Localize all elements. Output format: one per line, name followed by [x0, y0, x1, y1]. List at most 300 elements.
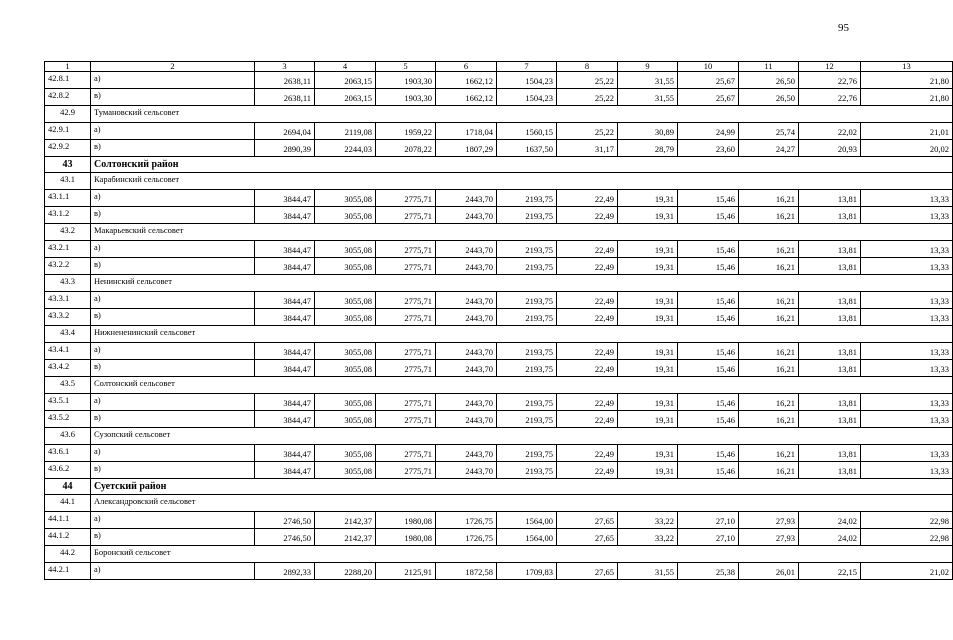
cell-value: 22,49	[557, 190, 618, 207]
cell-value: 19,31	[618, 190, 678, 207]
cell-value: 2775,71	[376, 309, 436, 326]
cell-value: 23,60	[678, 140, 739, 157]
cell-value: 3844,47	[255, 292, 315, 309]
cell-value: 2443,70	[436, 462, 497, 479]
cell-value: 21,01	[861, 123, 953, 140]
row-code: 44.1.1	[45, 512, 91, 529]
row-label: в)	[91, 140, 255, 157]
cell-value: 33,22	[618, 512, 678, 529]
cell-value: 31,55	[618, 89, 678, 106]
cell-value: 13,81	[799, 241, 861, 258]
row-title: Карабинский сельсовет	[91, 173, 953, 190]
cell-value: 16,21	[739, 207, 799, 224]
subgroup-row	[45, 106, 953, 123]
cell-value: 15,46	[678, 445, 739, 462]
cell-value: 3055,08	[315, 394, 376, 411]
cell-value: 2443,70	[436, 207, 497, 224]
cell-value: 26,50	[739, 89, 799, 106]
row-title: Солтонский сельсовет	[91, 377, 953, 394]
cell-value: 2193,75	[497, 343, 557, 360]
cell-value: 22,49	[557, 207, 618, 224]
cell-value: 13,81	[799, 309, 861, 326]
row-label: а)	[91, 445, 255, 462]
cell-value: 25,38	[678, 563, 739, 580]
cell-value: 1709,83	[497, 563, 557, 580]
cell-value: 1980,08	[376, 512, 436, 529]
cell-value: 16,21	[739, 343, 799, 360]
row-title: Александровский сельсовет	[91, 495, 953, 512]
table-row	[45, 512, 953, 529]
cell-value: 2142,37	[315, 512, 376, 529]
row-code: 43.3.1	[45, 292, 91, 309]
cell-value: 16,21	[739, 309, 799, 326]
cell-value: 22,49	[557, 462, 618, 479]
row-code: 44	[45, 479, 91, 495]
cell-value: 24,02	[799, 529, 861, 546]
cell-value: 31,17	[557, 140, 618, 157]
cell-value: 2443,70	[436, 343, 497, 360]
district-row	[45, 157, 953, 173]
cell-value: 1959,22	[376, 123, 436, 140]
cell-value: 13,33	[861, 292, 953, 309]
table-row	[45, 309, 953, 326]
column-header: 12	[799, 62, 861, 72]
table-row	[45, 563, 953, 580]
cell-value: 3055,08	[315, 190, 376, 207]
cell-value: 2775,71	[376, 190, 436, 207]
cell-value: 15,46	[678, 258, 739, 275]
column-header: 8	[557, 62, 618, 72]
cell-value: 3055,08	[315, 309, 376, 326]
row-code: 42.9.1	[45, 123, 91, 140]
cell-value: 31,55	[618, 563, 678, 580]
table-row	[45, 207, 953, 224]
row-code: 42.8.1	[45, 72, 91, 89]
table-row	[45, 394, 953, 411]
row-label: а)	[91, 241, 255, 258]
cell-value: 15,46	[678, 190, 739, 207]
table-row	[45, 258, 953, 275]
cell-value: 1718,04	[436, 123, 497, 140]
cell-value: 19,31	[618, 411, 678, 428]
row-code: 43.6	[45, 428, 91, 445]
cell-value: 13,81	[799, 292, 861, 309]
cell-value: 1504,23	[497, 89, 557, 106]
row-label: в)	[91, 462, 255, 479]
cell-value: 16,21	[739, 445, 799, 462]
cell-value: 2119,08	[315, 123, 376, 140]
cell-value: 1662,12	[436, 89, 497, 106]
cell-value: 25,74	[739, 123, 799, 140]
cell-value: 22,02	[799, 123, 861, 140]
cell-value: 2775,71	[376, 411, 436, 428]
cell-value: 2746,50	[255, 529, 315, 546]
cell-value: 28,79	[618, 140, 678, 157]
cell-value: 2443,70	[436, 241, 497, 258]
cell-value: 13,33	[861, 360, 953, 377]
row-label: а)	[91, 190, 255, 207]
row-code: 44.1.2	[45, 529, 91, 546]
cell-value: 16,21	[739, 258, 799, 275]
row-label: в)	[91, 309, 255, 326]
cell-value: 3055,08	[315, 343, 376, 360]
cell-value: 1560,15	[497, 123, 557, 140]
cell-value: 19,31	[618, 462, 678, 479]
cell-value: 24,99	[678, 123, 739, 140]
page-number: 95	[838, 22, 849, 34]
cell-value: 2193,75	[497, 445, 557, 462]
cell-value: 3055,08	[315, 258, 376, 275]
cell-value: 21,80	[861, 89, 953, 106]
cell-value: 16,21	[739, 190, 799, 207]
row-title: Сузопский сельсовет	[91, 428, 953, 445]
row-label: в)	[91, 529, 255, 546]
cell-value: 3055,08	[315, 207, 376, 224]
row-code: 43.4.1	[45, 343, 91, 360]
cell-value: 27,65	[557, 512, 618, 529]
cell-value: 27,65	[557, 529, 618, 546]
cell-value: 25,22	[557, 123, 618, 140]
cell-value: 1726,75	[436, 529, 497, 546]
cell-value: 25,67	[678, 89, 739, 106]
row-code: 43.5.1	[45, 394, 91, 411]
cell-value: 3844,47	[255, 462, 315, 479]
cell-value: 25,67	[678, 72, 739, 89]
subgroup-row	[45, 377, 953, 394]
cell-value: 3844,47	[255, 394, 315, 411]
column-header: 10	[678, 62, 739, 72]
cell-value: 13,33	[861, 462, 953, 479]
cell-value: 13,33	[861, 241, 953, 258]
cell-value: 2443,70	[436, 190, 497, 207]
column-header: 3	[255, 62, 315, 72]
cell-value: 1980,08	[376, 529, 436, 546]
row-label: в)	[91, 207, 255, 224]
cell-value: 2443,70	[436, 411, 497, 428]
row-title: Солтонский район	[91, 157, 953, 173]
cell-value: 1807,29	[436, 140, 497, 157]
cell-value: 25,22	[557, 72, 618, 89]
row-label: а)	[91, 512, 255, 529]
column-header: 1	[45, 62, 91, 72]
cell-value: 22,98	[861, 512, 953, 529]
cell-value: 1637,50	[497, 140, 557, 157]
column-header: 4	[315, 62, 376, 72]
row-label: а)	[91, 72, 255, 89]
column-header: 9	[618, 62, 678, 72]
cell-value: 19,31	[618, 360, 678, 377]
cell-value: 3844,47	[255, 360, 315, 377]
cell-value: 13,33	[861, 411, 953, 428]
cell-value: 2193,75	[497, 309, 557, 326]
cell-value: 2775,71	[376, 462, 436, 479]
cell-value: 3055,08	[315, 462, 376, 479]
table-row	[45, 445, 953, 462]
cell-value: 26,50	[739, 72, 799, 89]
row-title: Тумановский сельсовет	[91, 106, 953, 123]
subgroup-row	[45, 224, 953, 241]
cell-value: 13,81	[799, 445, 861, 462]
cell-value: 1662,12	[436, 72, 497, 89]
column-header: 11	[739, 62, 799, 72]
table-row	[45, 462, 953, 479]
cell-value: 2638,11	[255, 89, 315, 106]
cell-value: 27,93	[739, 529, 799, 546]
cell-value: 19,31	[618, 207, 678, 224]
row-code: 43.1.2	[45, 207, 91, 224]
row-label: а)	[91, 343, 255, 360]
table-row	[45, 292, 953, 309]
cell-value: 24,02	[799, 512, 861, 529]
cell-value: 22,49	[557, 411, 618, 428]
cell-value: 13,81	[799, 394, 861, 411]
row-code: 43.4	[45, 326, 91, 343]
cell-value: 2638,11	[255, 72, 315, 89]
cell-value: 22,49	[557, 258, 618, 275]
subgroup-row	[45, 275, 953, 292]
cell-value: 27,10	[678, 529, 739, 546]
cell-value: 1726,75	[436, 512, 497, 529]
cell-value: 2775,71	[376, 394, 436, 411]
cell-value: 1903,30	[376, 72, 436, 89]
cell-value: 3055,08	[315, 411, 376, 428]
cell-value: 19,31	[618, 394, 678, 411]
cell-value: 3844,47	[255, 343, 315, 360]
cell-value: 20,93	[799, 140, 861, 157]
row-code: 44.1	[45, 495, 91, 512]
table-row	[45, 241, 953, 258]
cell-value: 13,33	[861, 309, 953, 326]
row-title: Макарьевский сельсовет	[91, 224, 953, 241]
table-row	[45, 140, 953, 157]
cell-value: 3055,08	[315, 292, 376, 309]
cell-value: 2892,33	[255, 563, 315, 580]
cell-value: 13,33	[861, 258, 953, 275]
row-code: 44.2	[45, 546, 91, 563]
cell-value: 22,49	[557, 360, 618, 377]
cell-value: 25,22	[557, 89, 618, 106]
row-code: 44.2.1	[45, 563, 91, 580]
cell-value: 2443,70	[436, 292, 497, 309]
cell-value: 21,80	[861, 72, 953, 89]
table-row	[45, 411, 953, 428]
cell-value: 2142,37	[315, 529, 376, 546]
row-code: 43.6.2	[45, 462, 91, 479]
cell-value: 2193,75	[497, 462, 557, 479]
cell-value: 13,33	[861, 190, 953, 207]
row-code: 43.3.2	[45, 309, 91, 326]
cell-value: 22,49	[557, 292, 618, 309]
cell-value: 1564,00	[497, 512, 557, 529]
cell-value: 3055,08	[315, 360, 376, 377]
cell-value: 22,15	[799, 563, 861, 580]
cell-value: 27,65	[557, 563, 618, 580]
cell-value: 3055,08	[315, 445, 376, 462]
cell-value: 15,46	[678, 411, 739, 428]
row-label: а)	[91, 292, 255, 309]
table-row	[45, 190, 953, 207]
cell-value: 2775,71	[376, 258, 436, 275]
cell-value: 3844,47	[255, 241, 315, 258]
cell-value: 3844,47	[255, 309, 315, 326]
row-code: 43.5	[45, 377, 91, 394]
cell-value: 2063,15	[315, 72, 376, 89]
cell-value: 2775,71	[376, 207, 436, 224]
header-row	[45, 62, 953, 72]
cell-value: 2193,75	[497, 394, 557, 411]
cell-value: 16,21	[739, 411, 799, 428]
cell-value: 13,81	[799, 190, 861, 207]
row-code: 42.9	[45, 106, 91, 123]
table-row	[45, 360, 953, 377]
table-row	[45, 72, 953, 89]
table-row	[45, 123, 953, 140]
row-title: Суетский район	[91, 479, 953, 495]
cell-value: 3844,47	[255, 258, 315, 275]
cell-value: 2288,20	[315, 563, 376, 580]
cell-value: 19,31	[618, 445, 678, 462]
cell-value: 2746,50	[255, 512, 315, 529]
cell-value: 13,81	[799, 462, 861, 479]
cell-value: 2775,71	[376, 292, 436, 309]
cell-value: 22,76	[799, 72, 861, 89]
cell-value: 2890,39	[255, 140, 315, 157]
subgroup-row	[45, 428, 953, 445]
table-row	[45, 343, 953, 360]
cell-value: 2775,71	[376, 445, 436, 462]
cell-value: 3844,47	[255, 190, 315, 207]
cell-value: 2694,04	[255, 123, 315, 140]
cell-value: 2125,91	[376, 563, 436, 580]
cell-value: 22,49	[557, 394, 618, 411]
cell-value: 33,22	[618, 529, 678, 546]
subgroup-row	[45, 326, 953, 343]
cell-value: 19,31	[618, 258, 678, 275]
cell-value: 15,46	[678, 360, 739, 377]
cell-value: 2193,75	[497, 207, 557, 224]
cell-value: 15,46	[678, 207, 739, 224]
cell-value: 2443,70	[436, 445, 497, 462]
row-code: 43.3	[45, 275, 91, 292]
cell-value: 22,49	[557, 343, 618, 360]
cell-value: 15,46	[678, 394, 739, 411]
cell-value: 22,98	[861, 529, 953, 546]
row-code: 43.6.1	[45, 445, 91, 462]
cell-value: 1903,30	[376, 89, 436, 106]
row-code: 43.4.2	[45, 360, 91, 377]
row-code: 43.2.2	[45, 258, 91, 275]
cell-value: 15,46	[678, 309, 739, 326]
cell-value: 15,46	[678, 292, 739, 309]
cell-value: 15,46	[678, 343, 739, 360]
cell-value: 16,21	[739, 462, 799, 479]
cell-value: 3844,47	[255, 411, 315, 428]
cell-value: 13,81	[799, 343, 861, 360]
cell-value: 24,27	[739, 140, 799, 157]
cell-value: 22,49	[557, 309, 618, 326]
cell-value: 27,93	[739, 512, 799, 529]
cell-value: 2443,70	[436, 394, 497, 411]
cell-value: 1872,58	[436, 563, 497, 580]
cell-value: 15,46	[678, 462, 739, 479]
cell-value: 2078,22	[376, 140, 436, 157]
column-header: 13	[861, 62, 953, 72]
cell-value: 27,10	[678, 512, 739, 529]
cell-value: 13,81	[799, 360, 861, 377]
cell-value: 2193,75	[497, 292, 557, 309]
cell-value: 1564,00	[497, 529, 557, 546]
cell-value: 2775,71	[376, 241, 436, 258]
cell-value: 3844,47	[255, 207, 315, 224]
cell-value: 22,49	[557, 445, 618, 462]
row-code: 42.8.2	[45, 89, 91, 106]
subgroup-row	[45, 173, 953, 190]
cell-value: 2443,70	[436, 309, 497, 326]
cell-value: 13,81	[799, 258, 861, 275]
row-code: 43.2.1	[45, 241, 91, 258]
row-code: 43.1.1	[45, 190, 91, 207]
cell-value: 2193,75	[497, 411, 557, 428]
cell-value: 1504,23	[497, 72, 557, 89]
row-title: Боронский сельсовет	[91, 546, 953, 563]
row-code: 43.5.2	[45, 411, 91, 428]
table-row	[45, 529, 953, 546]
cell-value: 13,33	[861, 394, 953, 411]
data-table	[44, 61, 953, 580]
row-code: 42.9.2	[45, 140, 91, 157]
table-row	[45, 89, 953, 106]
cell-value: 13,81	[799, 207, 861, 224]
column-header: 5	[376, 62, 436, 72]
district-row	[45, 479, 953, 495]
cell-value: 2443,70	[436, 258, 497, 275]
row-label: а)	[91, 563, 255, 580]
cell-value: 21,02	[861, 563, 953, 580]
row-label: а)	[91, 394, 255, 411]
cell-value: 16,21	[739, 394, 799, 411]
cell-value: 2193,75	[497, 360, 557, 377]
row-title: Нижнененинский сельсовет	[91, 326, 953, 343]
cell-value: 30,89	[618, 123, 678, 140]
cell-value: 16,21	[739, 292, 799, 309]
cell-value: 22,76	[799, 89, 861, 106]
row-label: в)	[91, 89, 255, 106]
cell-value: 19,31	[618, 309, 678, 326]
cell-value: 16,21	[739, 360, 799, 377]
cell-value: 22,49	[557, 241, 618, 258]
row-code: 43.1	[45, 173, 91, 190]
cell-value: 2193,75	[497, 190, 557, 207]
cell-value: 13,81	[799, 411, 861, 428]
row-title: Ненинский сельсовет	[91, 275, 953, 292]
row-label: а)	[91, 123, 255, 140]
cell-value: 13,33	[861, 207, 953, 224]
row-label: в)	[91, 258, 255, 275]
cell-value: 2063,15	[315, 89, 376, 106]
cell-value: 2775,71	[376, 360, 436, 377]
row-code: 43.2	[45, 224, 91, 241]
row-label: в)	[91, 411, 255, 428]
row-code: 43	[45, 157, 91, 173]
cell-value: 20,02	[861, 140, 953, 157]
cell-value: 2443,70	[436, 360, 497, 377]
cell-value: 2775,71	[376, 343, 436, 360]
cell-value: 13,33	[861, 445, 953, 462]
cell-value: 15,46	[678, 241, 739, 258]
cell-value: 3844,47	[255, 445, 315, 462]
cell-value: 2244,03	[315, 140, 376, 157]
cell-value: 3055,08	[315, 241, 376, 258]
